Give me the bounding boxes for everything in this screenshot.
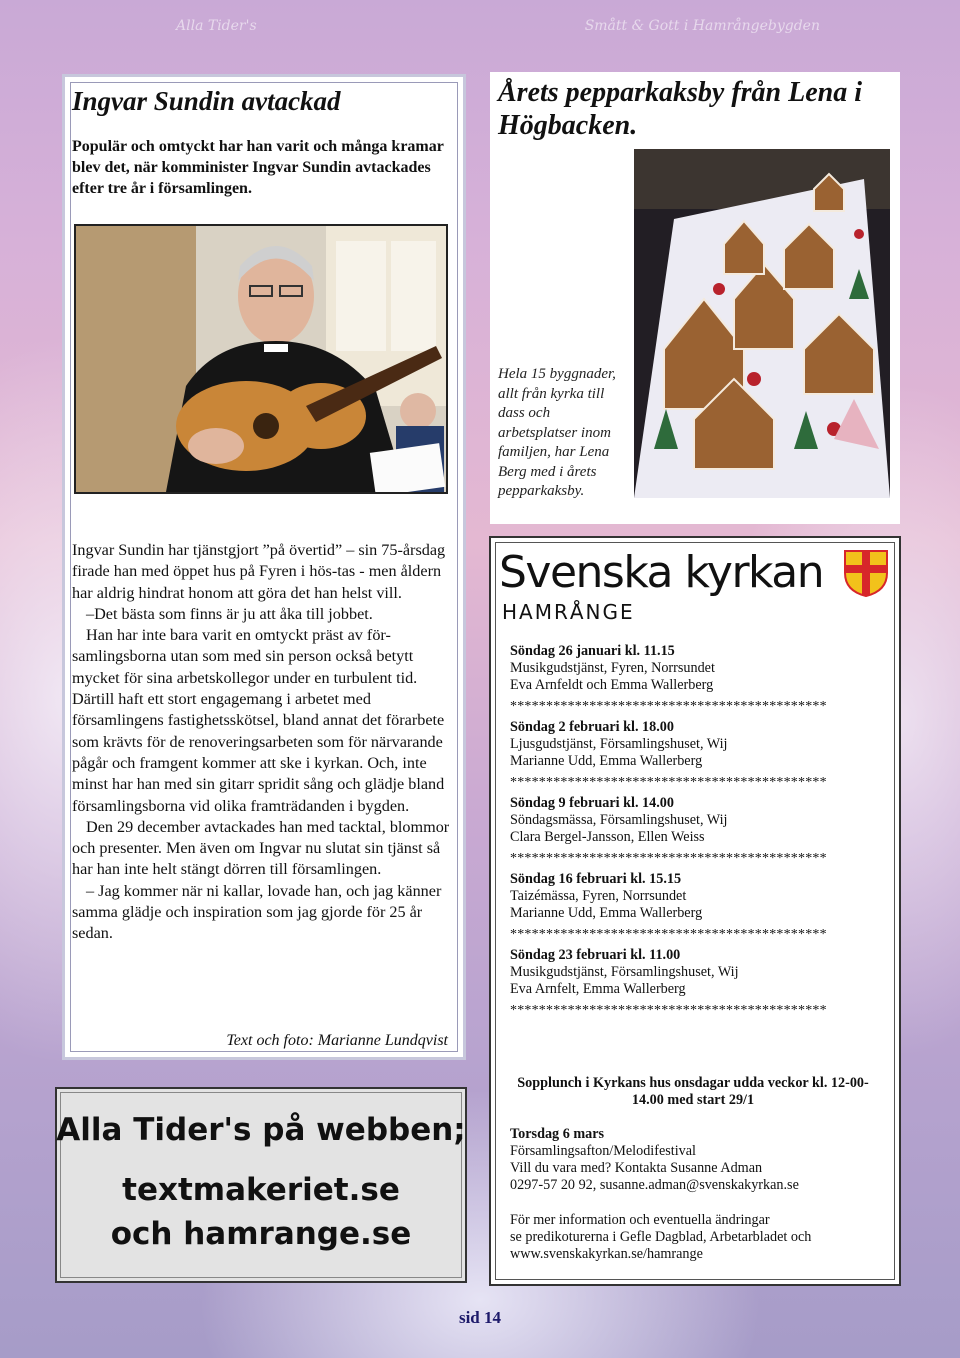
running-header-left: Alla Tider's — [176, 18, 257, 34]
parish-name: HAMRÅNGE — [502, 600, 635, 624]
article-title-sundin: Ingvar Sundin avtackad — [72, 86, 341, 116]
separator: ******************************************** — [510, 927, 827, 942]
article-title-gingerbread: Årets pepparkaksby från Lena i Högbacken. — [498, 77, 862, 141]
list-item: Söndag 26 januari kl. 11.15 Musikgudstjänst, Fyren, Norrsundet Eva Arnfeldt och Emma Wallerberg — [510, 643, 715, 693]
separator: ******************************************** — [510, 775, 827, 790]
photo-priest-guitar — [74, 224, 448, 494]
separator: ******************************************** — [510, 851, 827, 866]
list-item: Söndag 16 februari kl. 15.15 Taizémässa, Fyren, Norrsundet Marianne Udd, Emma Wallerberg — [510, 871, 703, 921]
more-info: För mer information och eventuella ändringar se predikoturerna i Gefle Dagblad, Arbetarbladet och www.svenskakyrkan.se/hamrange — [510, 1212, 812, 1262]
caption-gingerbread: Hela 15 byggnader, allt från kyrka till dass och arbetsplatser inom familjen, har Lena Berg med i årets pepparkaksby. — [498, 366, 616, 499]
thursday-event: Torsdag 6 mars Församlingsafton/Melodifestival Vill du vara med? Kontakta Susanne Adman 0297-57 20 92, susanne.adman@svenskakyrkan.se — [510, 1126, 799, 1193]
list-item: Söndag 2 februari kl. 18.00 Ljusgudstjänst, Församlingshuset, Wij Marianne Udd, Emma Wallerberg — [510, 719, 728, 769]
paragraph: – Jag kommer när ni kallar, lovade han, och jag känner samma glädje och inspiration som jag gjorde för 25 år sedan. — [72, 881, 442, 943]
paragraph: –Det bästa som finns är ju att åka till jobbet. — [86, 604, 373, 623]
link-hamrange[interactable]: och hamrange.se — [110, 1216, 412, 1252]
church-shield-icon — [843, 549, 889, 597]
event-list — [510, 643, 890, 1023]
web-promo-heading: Alla Tider's på webben; — [56, 1112, 466, 1148]
photo-credit: Text och foto: Marianne Lundqvist — [226, 1032, 448, 1049]
separator: ******************************************** — [510, 1003, 827, 1018]
article-body-sundin — [72, 540, 454, 945]
svenska-kyrkan-logo: Svenska kyrkan — [499, 547, 824, 598]
page-number: sid 14 — [458, 1308, 502, 1327]
list-item: Söndag 23 februari kl. 11.00 Musikgudstjänst, Församlingshuset, Wij Eva Arnfelt, Emma Wallerberg — [510, 947, 739, 997]
soup-lunch-notice: Sopplunch i Kyrkans hus onsdagar udda veckor kl. 12-00-14.00 med start 29/1 — [517, 1075, 869, 1108]
paragraph: Ingvar Sundin har tjänstgjort ”på övertid” – sin 75-årsdag firade han med öppet hus på Fyren i hös-tas - men åldern har aldrig hindrat honom att göra det han helst vill. — [72, 541, 446, 602]
photo-gingerbread-village — [634, 149, 890, 498]
paragraph: Den 29 december avtackades han med tacktal, blommor och presenter. Men även om Ingvar nu slutat sin tjänst så har han inte helt stängt dörren till församlingen. — [72, 817, 450, 879]
web-promo-links — [56, 1168, 466, 1256]
list-item: Söndag 9 februari kl. 14.00 Söndagsmässa, Församlingshuset, Wij Clara Bergel-Jansson, Ellen Weiss — [510, 795, 728, 845]
paragraph: Han har inte bara varit en omtyckt präst av för-samlingsborna utan som med sin person också betytt mycket för sina arbetskollegor under en turbulent tid. Därtill haft ett stort engagemang i arbetet med församlingens fastighetsskötsel, bland annat det förarbete som krävts för de renoveringsarbeten som för närvarande pågår och framgent kommer att ske i kyrkan. Och, inte minst har han med sin gitarr spridit sång och glädje bland församlingsborna vid olika framträdanden i bygden. — [72, 626, 445, 815]
running-header-right: Smått & Gott i Hamrångebygden — [584, 18, 820, 34]
article-lede-sundin: Populär och omtyckt har han varit och många kramar blev det, när komminister Ingvar Sundin avtackades efter tre år i församlingen. — [72, 138, 444, 197]
separator: ******************************************** — [510, 699, 827, 714]
link-textmakeriet[interactable]: textmakeriet.se — [122, 1172, 400, 1208]
